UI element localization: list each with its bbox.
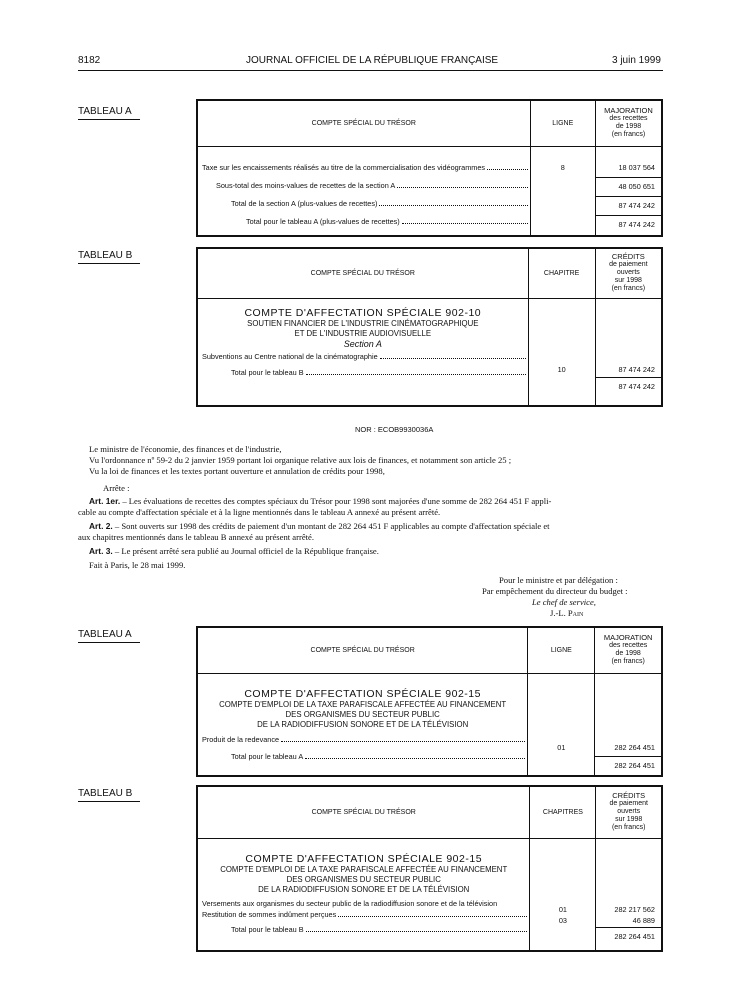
table-row: Sous-total des moins-values de recettes de la section A [198, 177, 530, 195]
row-amount: 282 217 562 [614, 904, 655, 914]
row-code: 01 [558, 904, 567, 914]
account-subtitle: DE LA RADIODIFFUSION SONORE ET DE LA TÉLÉVISION [257, 719, 469, 729]
page-number: 8182 [78, 55, 101, 66]
table-row: Total pour le tableau A [198, 748, 527, 766]
table-row: Taxe sur les encaissements réalisés au titre de la commercialisation des vidéogrammes [198, 159, 530, 177]
row-code: 01 [557, 742, 566, 752]
signature-line: Pour le ministre et par délégation : [499, 575, 618, 585]
col-header-ligne: LIGNE [528, 627, 595, 673]
table-row: Total de la section A (plus-values de recettes) [198, 195, 530, 213]
col-header-account: COMPTE SPÉCIAL DU TRÉSOR [197, 100, 530, 146]
account-subtitle: DE LA RADIODIFFUSION SONORE ET DE LA TÉLÉVISION [258, 884, 470, 894]
journal-title: JOURNAL OFFICIEL DE LA RÉPUBLIQUE FRANÇAISE [246, 55, 499, 66]
article-3: Art. 3. – Le présent arrêté sera publié au Journal officiel de la République française. [89, 546, 379, 556]
signature-line: Par empêchement du directeur du budget : [482, 586, 628, 596]
table-row: Versements aux organismes du secteur public de la radiodiffusion sonore et de la télévision [202, 898, 498, 908]
tableau-a-2 [196, 626, 663, 777]
table-row: Total pour le tableau A (plus-values de recettes) [198, 213, 530, 231]
row-amount: 282 264 451 [614, 742, 655, 752]
tableau-b-2 [196, 785, 663, 952]
account-title: COMPTE D'AFFECTATION SPÉCIALE 902-15 [244, 687, 481, 700]
col-header-majoration: MAJORATION des recettes de 1998 (en francs) [595, 100, 662, 146]
row-code: 03 [558, 915, 567, 925]
row-amount: 282 264 451 [596, 927, 661, 946]
section-title: Section A [343, 338, 382, 349]
row-amount: 87 474 242 [596, 215, 661, 234]
row-amount: 48 050 651 [596, 177, 661, 196]
row-amount: 282 264 451 [595, 756, 661, 775]
account-subtitle: DES ORGANISMES DU SECTEUR PUBLIC [286, 874, 441, 884]
tableau-label: TABLEAU B [78, 250, 140, 264]
col-header-chapitre: CHAPITRE [528, 248, 595, 298]
account-subtitle: COMPTE D'EMPLOI DE LA TAXE PARAFISCALE AFFECTÉE AU FINANCEMENT [220, 864, 508, 874]
col-header-chapitres: CHAPITRES [530, 786, 596, 838]
col-header-majoration: MAJORATION des recettes de 1998 (en francs) [595, 627, 662, 673]
col-header-credits: CRÉDITS de paiement ouverts sur 1998 (en francs) [595, 248, 662, 298]
signature-line: Le chef de service, [532, 597, 596, 607]
header-rule [78, 70, 663, 71]
article-2-cont: aux chapitres mentionnés dans le tableau B annexé au présent arrêté. [78, 532, 314, 542]
preamble-line: Vu l'ordonnance nº 59-2 du 2 janvier 1959 portant loi organique relative aux lois de finances, et notamment son article 25 ; [89, 455, 512, 465]
row-amount: 87 474 242 [618, 364, 655, 374]
table-row: Produit de la redevance [198, 732, 527, 748]
col-header-credits: CRÉDITS de paiement ouverts sur 1998 (en francs) [596, 786, 662, 838]
row-amount: 87 474 242 [596, 196, 661, 215]
account-subtitle: ET DE L'INDUSTRIE AUDIOVISUELLE [294, 328, 432, 338]
row-code: 8 [560, 162, 565, 172]
tableau-label: TABLEAU A [78, 106, 140, 120]
col-header-account: COMPTE SPÉCIAL DU TRÉSOR [197, 248, 528, 298]
account-subtitle: COMPTE D'EMPLOI DE LA TAXE PARAFISCALE AFFECTÉE AU FINANCEMENT [219, 699, 507, 709]
row-amount: 46 889 [632, 915, 655, 925]
issue-date: 3 juin 1999 [612, 55, 661, 66]
table-row: Total pour le tableau B [198, 364, 528, 382]
tableau-label: TABLEAU A [78, 629, 140, 643]
nor-reference: NOR : ECOB9930036A [355, 425, 434, 434]
col-header-ligne: LIGNE [530, 100, 595, 146]
article-1-cont: cable au compte d'affectation spéciale et à la ligne mentionnés dans le tableau A annexé au présent arrêté. [78, 507, 441, 517]
row-amount: 18 037 564 [618, 162, 655, 172]
arrete-heading: Arrête : [103, 483, 130, 493]
tableau-a-1 [196, 99, 663, 237]
article-2: Art. 2. – Sont ouverts sur 1998 des crédits de paiement d'un montant de 282 264 451 F applicables au compte d'affectation spéciale et [89, 521, 550, 531]
table-row: Total pour le tableau B [198, 921, 529, 939]
account-subtitle: DES ORGANISMES DU SECTEUR PUBLIC [285, 709, 440, 719]
account-subtitle: SOUTIEN FINANCIER DE L'INDUSTRIE CINÉMATOGRAPHIQUE [247, 318, 479, 328]
article-1: Art. 1er. – Les évaluations de recettes des comptes spéciaux du Trésor pour 1998 sont majorées d'une somme de 282 264 451 F appli- [89, 496, 552, 506]
account-title: COMPTE D'AFFECTATION SPÉCIALE 902-15 [245, 852, 483, 865]
table-row: Restitution de sommes indûment perçues [198, 909, 529, 921]
preamble-line: Le ministre de l'économie, des finances et de l'industrie, [89, 444, 282, 454]
row-code: 10 [557, 364, 566, 374]
signatory-name: J.-L. Pain [550, 608, 584, 618]
preamble-line: Vu la loi de finances et les textes portant ouverture et annulation de crédits pour 1998, [89, 466, 385, 476]
table-row: Subventions au Centre national de la cinématographie [198, 349, 528, 364]
row-amount: 87 474 242 [596, 377, 661, 396]
tableau-b-1 [196, 247, 663, 407]
tableau-label: TABLEAU B [78, 788, 140, 802]
col-header-account: COMPTE SPÉCIAL DU TRÉSOR [197, 627, 528, 673]
account-title: COMPTE D'AFFECTATION SPÉCIALE 902-10 [244, 306, 482, 319]
fait-a-paris: Fait à Paris, le 28 mai 1999. [89, 560, 186, 570]
col-header-account: COMPTE SPÉCIAL DU TRÉSOR [197, 786, 530, 838]
